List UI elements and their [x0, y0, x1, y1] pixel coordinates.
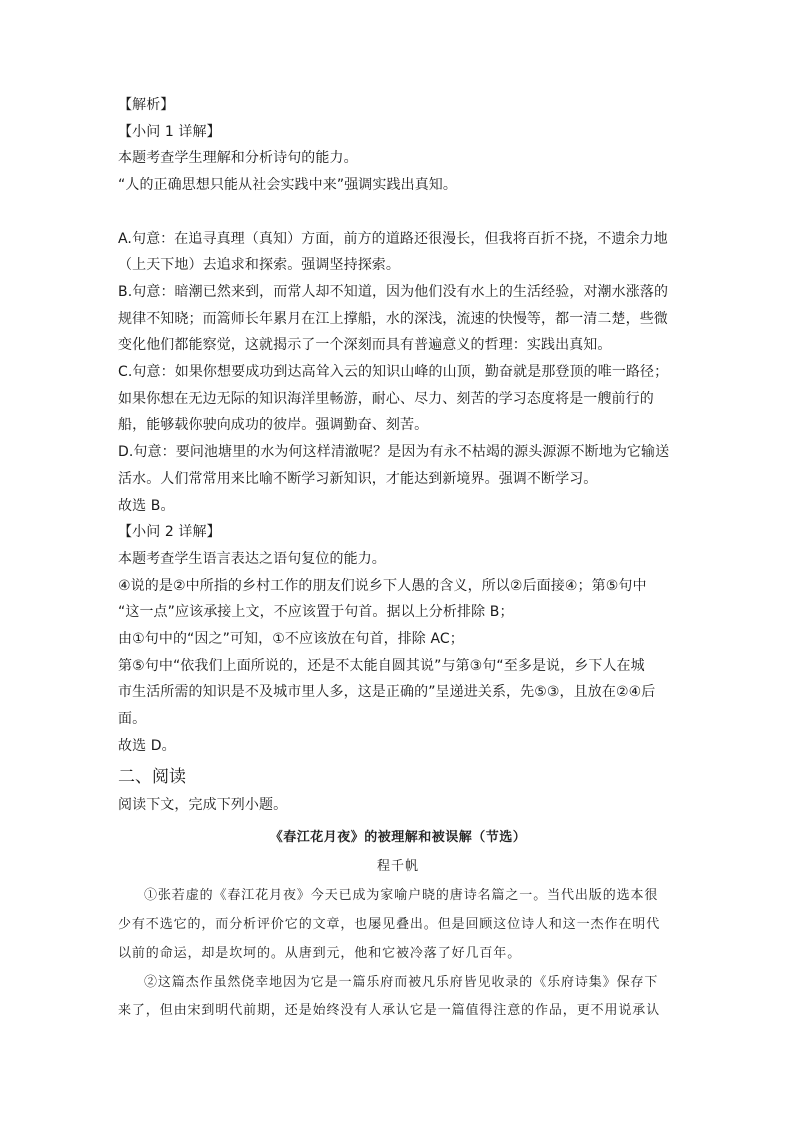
analysis-label: 【解析】: [118, 97, 175, 113]
text-line: 本题考查学生语言表达之语句复位的能力。: [118, 550, 386, 567]
passage-title: 《春江花月夜》的被理解和被误解（节选）: [269, 830, 527, 846]
text-line: A.句意：在追寻真理（真知）方面，前方的道路还很漫长，但我将百折不挠，不遗余力地: [118, 230, 668, 247]
text-line: “这一点”应该承接上文，不应该置于句首。据以上分析排除 B；: [118, 604, 514, 621]
text-line: 规律不知晓；而篙师长年累月在江上撑船，水的深浅，流速的快慢等，都一清二楚，些微: [118, 310, 668, 327]
passage-line: ①张若虚的《春江花月夜》今天已成为家喻户晓的唐诗名篇之一。当代出版的选本很: [144, 888, 659, 904]
text-line: 变化他们都能察觉，这就揭示了一个深刻而具有普遍意义的哲理：实践出真知。: [118, 337, 612, 354]
text-line: [118, 199, 678, 226]
analysis-section: [118, 92, 678, 760]
text-line: 活水。人们常常用来比喻不断学习新知识，才能达到新境界。强调不断学习。: [118, 470, 598, 487]
text-line: 面。: [118, 711, 147, 728]
text-line: C.句意：如果你想要成功到达高耸入云的知识山峰的山顶，勤奋就是那登顶的唯一路径；: [118, 364, 669, 381]
reading-passage: [118, 824, 678, 1026]
section-instruction: 阅读下文，完成下列小题。: [118, 796, 288, 813]
passage-author: 程千帆: [376, 859, 419, 875]
passage-line: ②这篇杰作虽然侥幸地因为它是一篇乐府而被凡乐府皆见收录的《乐府诗集》保存下: [144, 974, 659, 990]
text-line: ④说的是②中所指的乡村工作的朋友们说乡下人愚的含义，所以②后面接④；第⑤句中: [118, 577, 647, 594]
passage-body: [118, 882, 678, 1026]
text-line: 故选 B。: [118, 497, 175, 514]
question-2-label: 【小问 2 详解】: [118, 524, 221, 541]
passage-line: 以前的命运，却是坎坷的。从唐到元，他和它被冷落了好几百年。: [118, 945, 522, 961]
passage-line: 来了，但由宋到明代前期，还是始终没有人承认它是一篇值得注意的作品，更不用说承认: [118, 1003, 661, 1019]
text-line: D.句意：要问池塘里的水为何这样清澈呢？是因为有永不枯竭的源头源源不断地为它输送: [118, 444, 670, 461]
text-line: 故选 D。: [118, 737, 176, 754]
question-1-explanation: [118, 145, 678, 519]
passage-line: 少有不选它的，而分析评价它的文章，也屡见叠出。但是回顾这位诗人和这一杰作在明代: [118, 917, 661, 933]
section-heading: 二、阅读: [118, 766, 186, 787]
text-line: 第⑤句中“依我们上面所说的，还是不太能自圆其说”与第③句“至多是说，乡下人在城: [118, 657, 645, 674]
text-line: （上天下地）去追求和探索。强调坚持探索。: [118, 257, 400, 274]
text-line: 船，能够载你驶向成功的彼岸。强调勤奋、刻苦。: [118, 417, 429, 434]
text-line: 本题考查学生理解和分析诗句的能力。: [118, 150, 358, 167]
text-line: B.句意：暗潮已然来到，而常人却不知道，因为他们没有水上的生活经验，对潮水涨落的: [118, 283, 669, 300]
text-line: 如果你想在无边无际的知识海洋里畅游，耐心、尽力、刻苦的学习态度将是一艘前行的: [118, 390, 654, 407]
question-2-explanation: [118, 546, 678, 760]
text-line: “人的正确思想只能从社会实践中来”强调实践出真知。: [118, 177, 458, 194]
text-line: 由①句中的“因之”可知，①不应该放在句首，排除 AC；: [118, 631, 464, 648]
text-line: 市生活所需的知识是不及城市里人多，这是正确的”呈递进关系，先⑤③，且放在②④后: [118, 684, 656, 701]
question-1-label: 【小问 1 详解】: [118, 123, 221, 140]
reading-section: [118, 762, 678, 819]
document-content: [118, 92, 678, 1026]
